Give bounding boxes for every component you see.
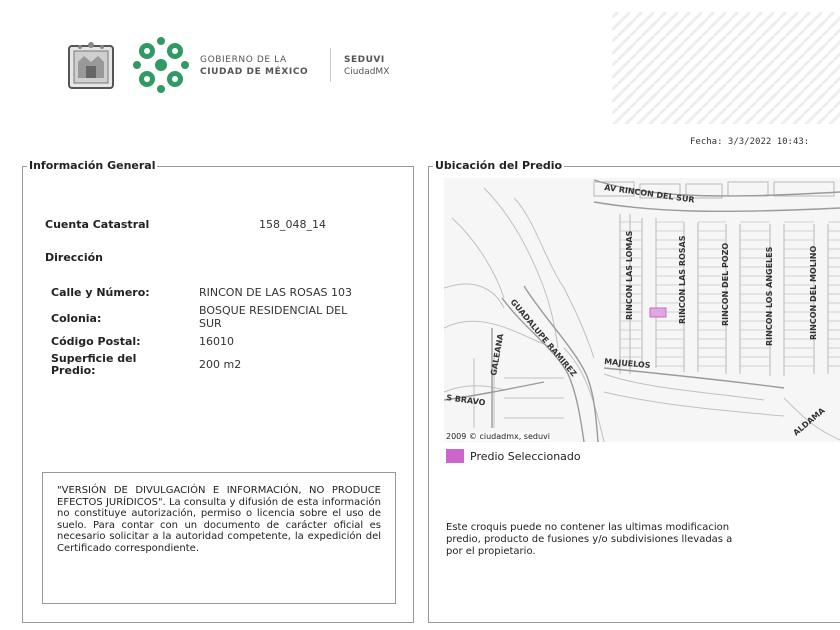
location-map[interactable] [444,178,840,442]
map-note-line-3: por el propietario. [446,546,536,557]
superficie-label-2: Predio: [51,364,96,377]
street-majuelos: MAJUELOS [603,357,651,371]
street-rincon-las-lomas: RINCON LAS LOMAS [625,230,634,320]
selected-lot-swatch [446,449,464,463]
colonia-label: Colonia: [51,312,102,325]
direccion-label: Dirección [45,251,103,264]
agency-name [344,54,389,78]
street-aldama: ALDAMA [791,406,827,438]
superficie-value: 200 m2 [199,358,242,371]
disclaimer-box [42,472,396,604]
watermark-pattern [612,12,840,124]
superficie-label-1: Superficie del [51,352,137,365]
date-stamp: Fecha: 3/3/2022 10:43: [690,137,810,147]
calle-label: Calle y Número: [51,286,150,299]
street-rincon-del-molino: RINCON DEL MOLINO [809,245,818,340]
header-divider [330,48,331,82]
general-info-legend: Información General [29,159,156,172]
street-rincon-del-pozo: RINCON DEL POZO [721,242,730,326]
agency-title: SEDUVI [344,55,385,65]
selected-lot-label: Predio Seleccionado [470,450,581,463]
street-rincon-las-rosas: RINCON LAS ROSAS [678,235,687,324]
street-bravo: S BRAVO [445,393,486,408]
location-legend: Ubicación del Predio [435,159,563,172]
colonia-value-2: SUR [199,317,222,330]
gov-name [200,54,308,78]
street-av-rincon-del-sur: AV RINCON DEL SUR [603,183,696,205]
agency-subtitle: CiudadMX [344,67,390,77]
disclaimer-text: "VERSIÓN DE DIVULGACIÓN E INFORMACIÓN, NO PRODUCE EFECTOS JURÍDICOS". La consulta y difusión de esta información no constituye autorización, permiso o licencia sobre el uso de suelo. Para contar con un documento de carácter oficial es necesario solicitar a la autoridad competente, la expedición del Certificado correspondiente. [57,485,381,554]
map-note-line-1: Este croquis puede no contener las ultimas modificacion [446,522,730,533]
cuenta-value: 158_048_14 [259,218,326,231]
street-galeana: GALEANA [489,333,506,377]
calle-value: RINCON DE LAS ROSAS 103 [199,286,352,299]
cp-value: 16010 [199,335,234,348]
cdmx-logo [132,36,190,94]
street-rincon-los-angeles: RINCON LOS ANGELES [765,246,774,346]
gov-line-2: CIUDAD DE MÉXICO [200,67,309,77]
colonia-value-1: BOSQUE RESIDENCIAL DEL [199,304,348,317]
street-guadalupe-ramirez: GUADALUPE RAMIREZ [508,297,579,379]
map-copyright: 2009 © ciudadmx, seduvi [446,432,551,441]
cuenta-label: Cuenta Catastral [45,218,150,231]
map-note [446,522,840,558]
cp-label: Código Postal: [51,335,141,348]
map-note-line-2: predio, producto de fusiones y/o subdivisiones llevadas a [446,534,733,545]
coat-of-arms-logo [66,40,116,92]
gov-line-1: GOBIERNO DE LA [200,55,287,65]
